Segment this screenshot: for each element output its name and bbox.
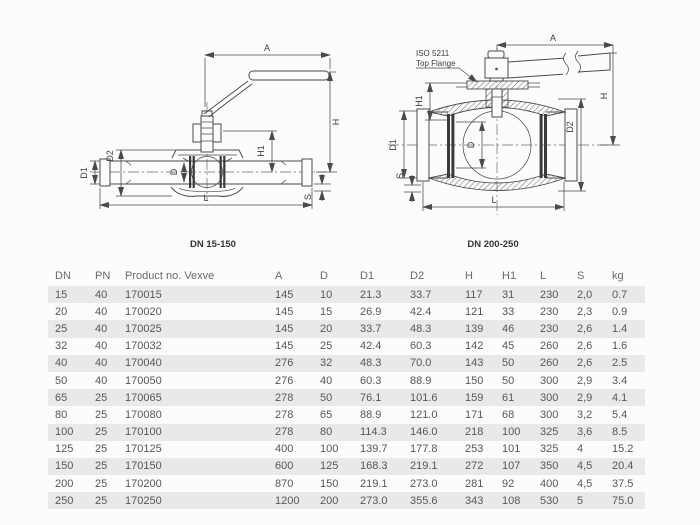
table-cell: 5.4 xyxy=(612,408,628,421)
table-cell: 4.1 xyxy=(612,389,645,406)
table-cell: 325 xyxy=(540,424,577,441)
table-cell: 40 xyxy=(48,355,95,372)
table-cell: 145 xyxy=(275,340,294,353)
table-cell: 1.4 xyxy=(612,320,645,337)
table-cell: 343 xyxy=(465,492,502,509)
table-cell: 25 xyxy=(95,424,125,441)
iso-label-line2: Top Flange xyxy=(416,59,456,68)
table-cell: 40 xyxy=(95,286,125,303)
table-cell: 168.3 xyxy=(360,458,410,475)
table-cell: 40 xyxy=(95,355,125,372)
table-cell: 50 xyxy=(55,374,68,387)
table-cell: 32 xyxy=(320,355,360,372)
table-cell: 159 xyxy=(465,389,502,406)
dim-label-h1: H1 xyxy=(256,145,266,157)
column-header: H xyxy=(465,270,473,282)
dimension-d1 xyxy=(388,111,417,178)
table-cell: 355.6 xyxy=(410,492,465,509)
table-row xyxy=(48,458,645,475)
table-row xyxy=(48,355,645,372)
table-cell: 46 xyxy=(502,320,540,337)
table-cell: 101.6 xyxy=(410,389,465,406)
caption-dn200-250: DN 200-250 xyxy=(467,239,519,250)
table-cell: 121 xyxy=(465,305,484,318)
table-cell: 170065 xyxy=(125,389,275,406)
column-header: DN xyxy=(55,270,71,282)
table-cell: 60.3 xyxy=(360,374,382,387)
table-cell: 20.4 xyxy=(612,458,645,475)
actuator-stem xyxy=(485,51,508,81)
table-cell: 88.9 xyxy=(410,374,432,387)
table-cell: 2,6 xyxy=(577,340,593,353)
table-cell: 5 xyxy=(577,492,612,509)
table-cell: 142 xyxy=(465,340,484,353)
table-cell: 25 xyxy=(95,492,125,509)
dimension-a xyxy=(497,33,613,50)
dimension-d xyxy=(169,163,184,182)
table-cell: 26.9 xyxy=(360,305,382,318)
dim-label-d: D xyxy=(466,141,476,149)
table-cell: 100 xyxy=(502,424,540,441)
table-cell: 45 xyxy=(502,340,515,353)
table-cell: 37.5 xyxy=(612,477,634,490)
column-header: A xyxy=(275,270,283,282)
dimension-d1 xyxy=(79,161,100,184)
table-cell: 150 xyxy=(48,458,95,475)
table-cell: 145 xyxy=(275,305,294,318)
table-cell: 50 xyxy=(502,355,540,372)
dim-label-d: D xyxy=(169,168,179,176)
dimension-l xyxy=(100,188,312,209)
table-cell: 3.4 xyxy=(612,374,628,387)
table-cell: 276 xyxy=(275,374,294,387)
column-header: Product no. Vexve xyxy=(125,270,215,282)
table-cell: 219.1 xyxy=(360,477,388,490)
table-row xyxy=(48,303,645,320)
table-cell: 92 xyxy=(502,477,515,490)
handle-bar xyxy=(508,51,610,78)
table-cell: 170080 xyxy=(125,408,162,421)
table-cell: 125 xyxy=(320,458,360,475)
table-cell: 278 xyxy=(275,424,320,441)
spec-table xyxy=(48,266,645,509)
table-row xyxy=(48,424,645,441)
table-cell: 170020 xyxy=(125,305,162,318)
dim-label-d2: D2 xyxy=(565,121,575,133)
dim-label-h1: H1 xyxy=(414,95,424,107)
table-cell: 65 xyxy=(48,389,95,406)
table-cell: 100 xyxy=(48,424,95,441)
drawing-dn15-150 xyxy=(79,43,341,250)
table-cell: 278 xyxy=(275,408,294,421)
dimension-d2 xyxy=(105,150,176,196)
table-cell: 65 xyxy=(320,408,333,421)
table-cell: 40 xyxy=(320,374,333,387)
iso-label-line1: ISO 5211 xyxy=(416,49,450,58)
column-header: kg xyxy=(612,270,624,282)
spec-table-section xyxy=(48,266,645,509)
table-cell: 0.9 xyxy=(612,305,628,318)
table-cell: 276 xyxy=(275,355,320,372)
table-cell: 15.2 xyxy=(612,443,634,456)
table-cell: 278 xyxy=(275,389,320,406)
table-cell: 870 xyxy=(275,477,294,490)
table-cell: 2,6 xyxy=(577,355,612,372)
table-row xyxy=(48,492,645,509)
table-cell: 200 xyxy=(320,492,360,509)
table-cell: 145 xyxy=(275,286,320,303)
table-cell: 31 xyxy=(502,286,540,303)
table-cell: 177.8 xyxy=(410,443,438,456)
table-row xyxy=(48,441,645,458)
pipe xyxy=(100,159,312,186)
dim-label-l: L xyxy=(203,193,209,203)
table-row xyxy=(48,372,645,389)
table-cell: 145 xyxy=(275,320,320,337)
table-cell: 20 xyxy=(320,320,360,337)
table-cell: 1200 xyxy=(275,492,320,509)
dim-label-a: A xyxy=(549,33,557,43)
table-cell: 350 xyxy=(540,458,577,475)
table-cell: 2,0 xyxy=(577,286,612,303)
table-cell: 143 xyxy=(465,355,502,372)
table-cell: 108 xyxy=(502,492,540,509)
table-cell: 300 xyxy=(540,408,559,421)
column-header: D xyxy=(320,270,328,282)
table-cell: 25 xyxy=(48,320,95,337)
table-cell: 170025 xyxy=(125,320,275,337)
table-cell: 70.0 xyxy=(410,355,465,372)
dim-label-h: H xyxy=(599,92,609,100)
table-cell: 273.0 xyxy=(410,477,438,490)
table-cell: 4,5 xyxy=(577,458,612,475)
table-cell: 170100 xyxy=(125,424,275,441)
table-cell: 230 xyxy=(540,305,559,318)
table-cell: 25 xyxy=(95,408,108,421)
table-cell: 170200 xyxy=(125,477,162,490)
lever-handle xyxy=(204,71,329,117)
table-cell: 400 xyxy=(275,443,294,456)
table-cell: 300 xyxy=(540,374,559,387)
table-cell: 530 xyxy=(540,492,577,509)
dim-label-l: L xyxy=(491,195,497,205)
column-header: PN xyxy=(95,270,111,282)
table-cell: 15 xyxy=(48,286,95,303)
table-cell: 3,6 xyxy=(577,424,612,441)
table-cell: 25 xyxy=(95,389,125,406)
column-header: D1 xyxy=(360,270,375,282)
table-cell: 107 xyxy=(502,458,540,475)
table-cell: 300 xyxy=(540,389,577,406)
table-cell: 32 xyxy=(55,340,68,353)
table-cell: 121.0 xyxy=(410,408,438,421)
table-cell: 219.1 xyxy=(410,458,465,475)
table-cell: 600 xyxy=(275,458,320,475)
table-cell: 1.6 xyxy=(612,340,628,353)
table-cell: 21.3 xyxy=(360,286,410,303)
table-cell: 88.9 xyxy=(360,408,382,421)
table-cell: 273.0 xyxy=(360,492,410,509)
table-cell: 150 xyxy=(320,477,339,490)
table-cell: 200 xyxy=(55,477,74,490)
table-row xyxy=(48,286,645,303)
dimension-h xyxy=(316,72,341,172)
table-cell: 170125 xyxy=(125,443,162,456)
table-cell: 117 xyxy=(465,286,502,303)
table-cell: 8.5 xyxy=(612,424,645,441)
table-cell: 25 xyxy=(95,458,125,475)
table-header-row xyxy=(48,266,645,286)
iso-5211-label xyxy=(416,49,477,82)
table-cell: 33.7 xyxy=(410,286,465,303)
table-cell: 150 xyxy=(465,374,484,387)
table-cell: 48.3 xyxy=(410,320,465,337)
table-cell: 170040 xyxy=(125,355,275,372)
table-cell: 170015 xyxy=(125,286,275,303)
table-cell: 170050 xyxy=(125,374,162,387)
table-cell: 40 xyxy=(95,320,125,337)
table-cell: 4,5 xyxy=(577,477,593,490)
table-cell: 50 xyxy=(320,389,360,406)
table-cell: 253 xyxy=(465,443,484,456)
column-header: L xyxy=(540,270,547,282)
table-row xyxy=(48,475,645,492)
table-cell: 25 xyxy=(95,477,108,490)
table-cell: 61 xyxy=(502,389,540,406)
dim-label-a: A xyxy=(263,43,271,53)
table-cell: 42.4 xyxy=(410,305,432,318)
table-cell: 2,9 xyxy=(577,389,612,406)
table-cell: 230 xyxy=(540,286,577,303)
dim-label-h: H xyxy=(331,118,341,126)
valve-stem xyxy=(193,111,221,152)
table-cell: 325 xyxy=(540,443,559,456)
table-cell: 68 xyxy=(502,408,515,421)
technical-drawings xyxy=(0,0,700,262)
table-row xyxy=(48,406,645,423)
table-cell: 2,9 xyxy=(577,374,593,387)
table-cell: 250 xyxy=(48,492,95,509)
table-cell: 33.7 xyxy=(360,320,410,337)
table-cell: 20 xyxy=(55,305,68,318)
table-cell: 260 xyxy=(540,355,577,372)
table-row xyxy=(48,338,645,355)
spec-table-header xyxy=(48,266,645,286)
table-row xyxy=(48,320,645,337)
table-cell: 170150 xyxy=(125,458,275,475)
table-cell: 40 xyxy=(95,305,108,318)
top-flange xyxy=(456,81,540,117)
table-cell: 50 xyxy=(502,374,515,387)
table-row xyxy=(48,389,645,406)
table-cell: 4 xyxy=(577,443,584,456)
dim-label-d1: D1 xyxy=(79,167,89,179)
drawing-dn200-250 xyxy=(388,33,620,250)
table-cell: 25 xyxy=(95,443,108,456)
table-cell: 218 xyxy=(465,424,502,441)
table-cell: 42.4 xyxy=(360,340,382,353)
table-cell: 230 xyxy=(540,320,577,337)
table-cell: 40 xyxy=(95,374,108,387)
table-cell: 281 xyxy=(465,477,484,490)
table-cell: 75.0 xyxy=(612,492,645,509)
caption-dn15-150: DN 15-150 xyxy=(190,239,236,250)
table-cell: 76.1 xyxy=(360,389,410,406)
table-cell: 25 xyxy=(320,340,333,353)
table-cell: 400 xyxy=(540,477,559,490)
table-cell: 146.0 xyxy=(410,424,465,441)
table-cell: 170250 xyxy=(125,492,275,509)
table-cell: 100 xyxy=(320,443,339,456)
table-cell: 40 xyxy=(95,340,108,353)
table-cell: 60.3 xyxy=(410,340,432,353)
column-header: H1 xyxy=(502,270,517,282)
table-cell: 260 xyxy=(540,340,559,353)
table-cell: 2,3 xyxy=(577,305,593,318)
table-cell: 2,6 xyxy=(577,320,612,337)
dim-label-d2: D2 xyxy=(105,150,115,162)
table-cell: 139.7 xyxy=(360,443,388,456)
table-cell: 80 xyxy=(55,408,68,421)
table-cell: 170032 xyxy=(125,340,162,353)
table-cell: 15 xyxy=(320,305,333,318)
dim-label-s: S xyxy=(395,172,405,180)
table-cell: 125 xyxy=(55,443,74,456)
table-cell: 2.5 xyxy=(612,355,645,372)
spec-table-body xyxy=(48,286,645,509)
table-cell: 101 xyxy=(502,443,521,456)
dim-label-s: S xyxy=(303,193,313,201)
dim-label-d1: D1 xyxy=(388,139,398,151)
column-header: D2 xyxy=(410,270,425,282)
table-cell: 272 xyxy=(465,458,502,475)
table-cell: 0.7 xyxy=(612,286,645,303)
table-cell: 171 xyxy=(465,408,484,421)
table-cell: 3,2 xyxy=(577,408,593,421)
table-cell: 139 xyxy=(465,320,502,337)
dimension-h1 xyxy=(223,131,277,172)
table-cell: 80 xyxy=(320,424,360,441)
table-cell: 48.3 xyxy=(360,355,410,372)
table-cell: 114.3 xyxy=(360,424,410,441)
table-cell: 10 xyxy=(320,286,360,303)
column-header: S xyxy=(577,270,585,282)
table-cell: 33 xyxy=(502,305,515,318)
